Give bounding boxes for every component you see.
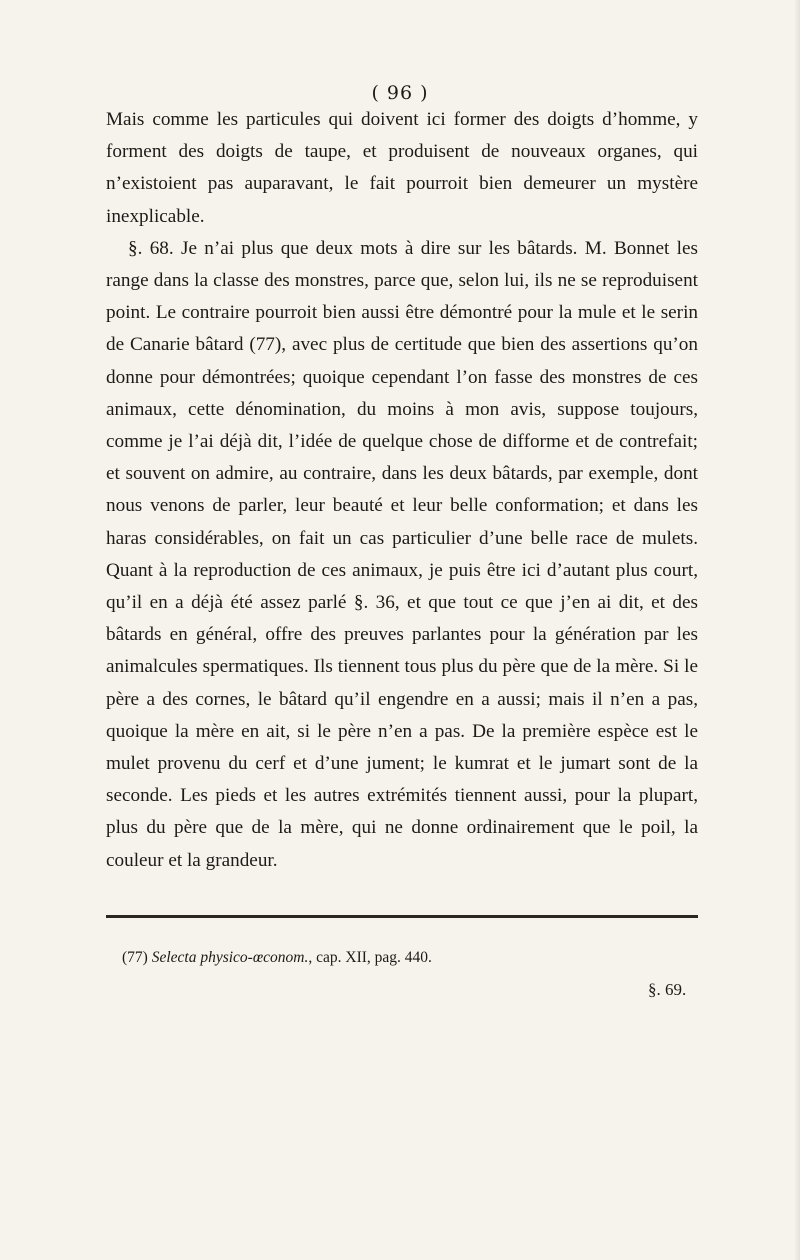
footnote (122, 947, 702, 969)
footnote-number: (77) (122, 949, 148, 966)
page-number: ( 96 ) (371, 82, 429, 104)
body-text (106, 104, 698, 877)
footnote-reference: , cap. XII, pag. 440. (308, 949, 432, 966)
page-edge-shadow (794, 0, 800, 1260)
paragraph-1: Mais comme les particules qui doivent ici former des doigts d’homme, y forment des doigts de taupe, et produisent de nouveaux organes, qui n’existoient pas auparavant, le fait pourroit bien demeurer un mystère inexplicable. (106, 109, 698, 227)
footnote-divider (106, 915, 698, 918)
catchword: §. 69. (648, 980, 687, 999)
paragraph-2: §. 68. Je n’ai plus que deux mots à dire sur les bâtards. M. Bonnet les range dans la classe des monstres, parce que, selon lui, ils ne se reproduisent point. Le contraire pourroit bien aussi être démontré pour la mule et le serin de Canarie bâtard (77), avec plus de certitude que bien des assertions qu’on donne pour démontrées; quoique cependant l’on fasse des monstres de ces animaux, cette dénomination, du moins à mon avis, suppose toujours, comme je l’ai déjà dit, l’idée de quelque chose de difforme et de contrefait; et souvent on admire, au contraire, dans les deux bâtards, par exemple, dont nous venons de parler, leur beauté et leur belle conformation; et dans les haras considérables, on fait un cas particulier d’une belle race de mulets. Quant à la reproduction de ces animaux, je puis être ici d’autant plus court, qu’il en a déjà été assez parlé §. 36, et que tout ce que j’en ai dit, et des bâtards en général, offre des preuves parlantes pour la génération par les animalcules spermatiques. Ils tiennent tous plus du père que de la mère. Si le père a des cornes, le bâtard qu’il engendre en a aussi; mais il n’en a pas, quoique la mère en ait, si le père n’en a pas. De la première espèce est le mulet provenu du cerf et d’une jument; le kumrat et le jumart sont de la seconde. Les pieds et les autres extrémités tiennent aussi, pour la plupart, plus du père que de la mère, qui ne donne ordinairement que le poil, la couleur et la grandeur. (106, 237, 698, 871)
footnote-title: Selecta physico-œconom. (151, 949, 309, 966)
